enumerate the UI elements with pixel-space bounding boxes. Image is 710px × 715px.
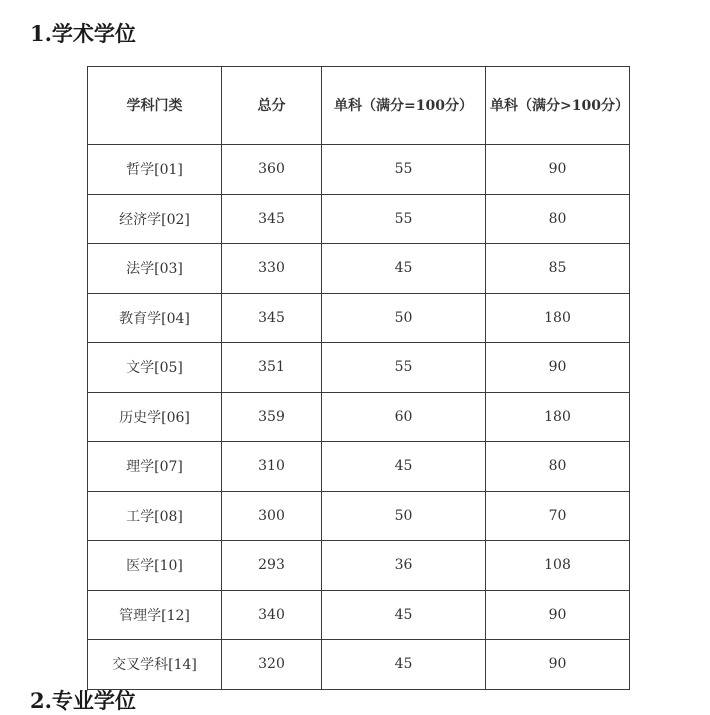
cell-single-100: 50 <box>322 491 486 541</box>
cell-total: 360 <box>222 145 322 195</box>
cell-single-over-100: 108 <box>486 541 630 591</box>
cell-total: 340 <box>222 590 322 640</box>
cell-single-over-100: 80 <box>486 442 630 492</box>
table-row <box>88 491 630 541</box>
cell-total: 330 <box>222 244 322 294</box>
cell-single-over-100: 90 <box>486 343 630 393</box>
table-row <box>88 541 630 591</box>
table-row <box>88 590 630 640</box>
cell-single-100: 60 <box>322 392 486 442</box>
cell-total: 345 <box>222 194 322 244</box>
cell-single-over-100: 180 <box>486 392 630 442</box>
cell-category: 法学[03] <box>88 244 222 294</box>
cell-single-100: 45 <box>322 244 486 294</box>
cell-category: 工学[08] <box>88 491 222 541</box>
cell-single-100: 55 <box>322 194 486 244</box>
cell-single-over-100: 90 <box>486 640 630 690</box>
cell-single-100: 55 <box>322 145 486 195</box>
score-line-table <box>87 66 630 690</box>
cell-category: 教育学[04] <box>88 293 222 343</box>
header-single-over-100: 单科（满分>100分） <box>486 67 630 145</box>
cell-single-100: 55 <box>322 343 486 393</box>
cell-category: 交叉学科[14] <box>88 640 222 690</box>
cell-total: 351 <box>222 343 322 393</box>
cell-single-over-100: 70 <box>486 491 630 541</box>
table-row <box>88 343 630 393</box>
next-section-title: 2.专业学位 <box>30 688 136 713</box>
cell-total: 293 <box>222 541 322 591</box>
section-title: 1.学术学位 <box>30 21 136 46</box>
table-row <box>88 392 630 442</box>
cell-single-100: 36 <box>322 541 486 591</box>
table-row <box>88 194 630 244</box>
cell-category: 理学[07] <box>88 442 222 492</box>
cell-single-100: 50 <box>322 293 486 343</box>
cell-category: 哲学[01] <box>88 145 222 195</box>
cell-category: 文学[05] <box>88 343 222 393</box>
table-header-row <box>88 67 630 145</box>
header-single-100: 单科（满分=100分） <box>322 67 486 145</box>
cell-total: 359 <box>222 392 322 442</box>
table-row <box>88 293 630 343</box>
cell-single-100: 45 <box>322 590 486 640</box>
table-row <box>88 244 630 294</box>
cell-single-100: 45 <box>322 442 486 492</box>
header-category: 学科门类 <box>88 67 222 145</box>
cell-total: 345 <box>222 293 322 343</box>
cell-total: 300 <box>222 491 322 541</box>
cell-single-over-100: 180 <box>486 293 630 343</box>
cell-total: 310 <box>222 442 322 492</box>
cell-single-over-100: 85 <box>486 244 630 294</box>
cell-category: 管理学[12] <box>88 590 222 640</box>
cell-category: 历史学[06] <box>88 392 222 442</box>
table-row <box>88 145 630 195</box>
table-row <box>88 640 630 690</box>
cell-category: 经济学[02] <box>88 194 222 244</box>
cell-single-over-100: 80 <box>486 194 630 244</box>
cell-single-over-100: 90 <box>486 145 630 195</box>
cell-category: 医学[10] <box>88 541 222 591</box>
table-row <box>88 442 630 492</box>
cell-single-over-100: 90 <box>486 590 630 640</box>
cell-total: 320 <box>222 640 322 690</box>
cell-single-100: 45 <box>322 640 486 690</box>
header-total: 总分 <box>222 67 322 145</box>
